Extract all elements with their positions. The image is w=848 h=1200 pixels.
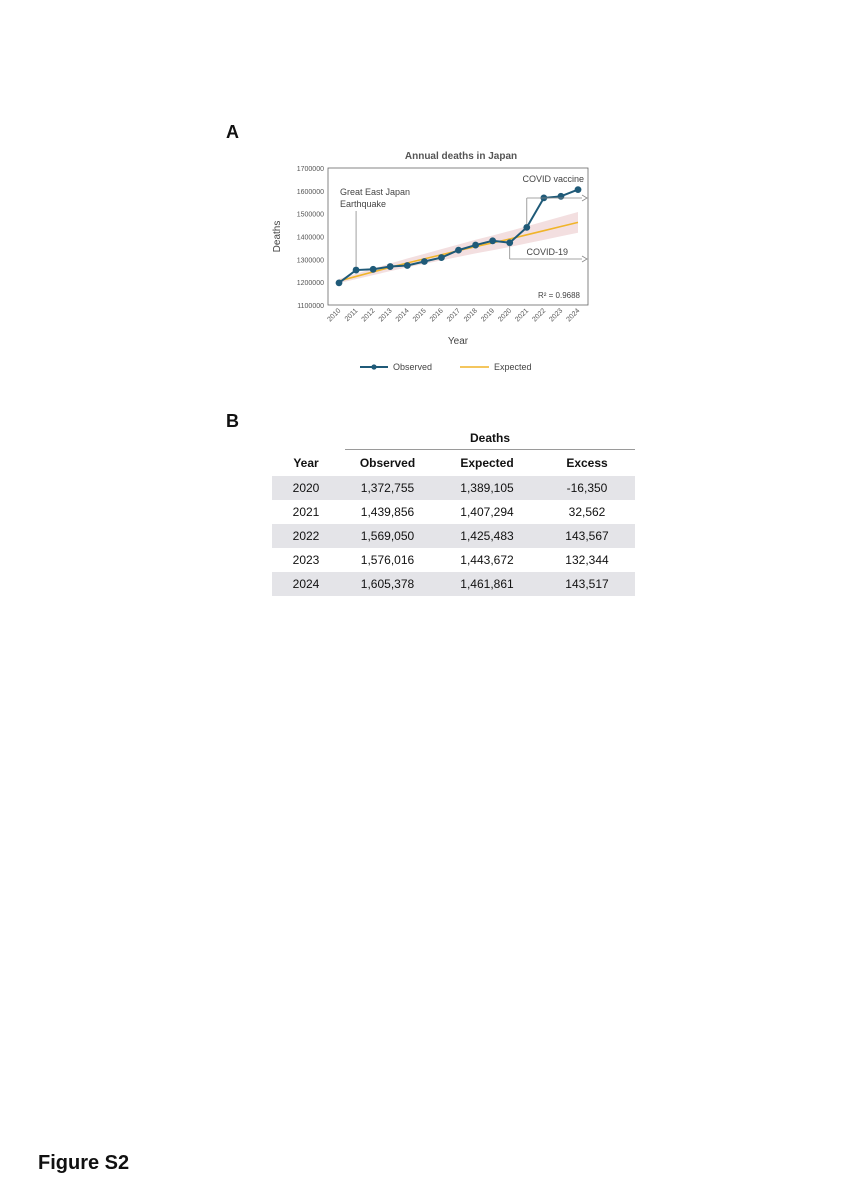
table-row xyxy=(272,572,635,596)
x-axis-label: Year xyxy=(447,336,469,347)
x-tick-label: 2020 xyxy=(497,307,514,324)
x-tick-label: 2016 xyxy=(428,307,445,324)
cell-year: 2024 xyxy=(292,577,320,591)
observed-point xyxy=(489,237,496,244)
table-row xyxy=(272,548,635,572)
cell-expected: 1,461,861 xyxy=(460,577,514,591)
cell-expected: 1,425,483 xyxy=(460,529,514,543)
x-tick-label: 2024 xyxy=(565,307,582,324)
cell-excess: 143,517 xyxy=(565,577,609,591)
observed-point xyxy=(506,239,513,246)
y-tick-label: 1300000 xyxy=(296,257,324,265)
cell-excess: 132,344 xyxy=(565,553,609,567)
y-tick-label: 1700000 xyxy=(296,166,324,173)
cell-excess: -16,350 xyxy=(566,481,608,495)
observed-point xyxy=(455,247,462,254)
x-tick-label: 2018 xyxy=(463,307,479,324)
covid19-annotation: COVID-19 xyxy=(526,247,568,257)
cell-excess: 32,562 xyxy=(568,505,606,519)
earthquake-annotation-line-1: Great East Japan xyxy=(340,187,411,197)
column-header-expected: Expected xyxy=(460,456,514,470)
annual-deaths-chart xyxy=(262,143,602,383)
observed-point xyxy=(472,242,479,249)
x-tick-label: 2023 xyxy=(548,307,565,324)
observed-point xyxy=(575,186,582,193)
observed-point xyxy=(404,262,411,269)
y-tick-label: 1100000 xyxy=(297,303,324,310)
covid19-arrow-head xyxy=(582,256,587,262)
deaths-table xyxy=(272,426,635,596)
y-tick-label: 1200000 xyxy=(296,280,324,288)
x-tick-label: 2010 xyxy=(326,307,343,324)
cell-observed: 1,605,378 xyxy=(360,577,415,591)
column-header-year: Year xyxy=(293,456,319,470)
cell-observed: 1,569,050 xyxy=(360,529,415,543)
cell-expected: 1,389,105 xyxy=(460,481,514,495)
table-row xyxy=(272,476,635,500)
x-tick-label: 2012 xyxy=(360,307,377,324)
y-tick-label: 1500000 xyxy=(296,211,324,219)
observed-point xyxy=(421,258,428,265)
column-header-excess: Excess xyxy=(566,456,608,470)
x-tick-label: 2019 xyxy=(480,307,497,324)
x-tick-label: 2013 xyxy=(377,307,394,324)
x-tick-label: 2011 xyxy=(343,307,360,324)
observed-point xyxy=(558,193,565,200)
group-header-rule xyxy=(345,449,635,450)
legend-expected-label: Expected xyxy=(494,362,532,372)
cell-year: 2020 xyxy=(292,481,320,495)
cell-excess: 143,567 xyxy=(565,529,609,543)
x-tick-label: 2014 xyxy=(394,307,411,324)
table-row xyxy=(272,524,635,548)
cell-year: 2022 xyxy=(292,529,320,543)
deaths-group-label: Deaths xyxy=(469,431,510,445)
column-header-observed: Observed xyxy=(359,456,416,470)
observed-point xyxy=(438,254,445,261)
panel-a-label: A xyxy=(226,122,239,142)
panel-b-label: B xyxy=(226,411,239,431)
y-tick-label: 1400000 xyxy=(296,234,324,242)
x-tick-label: 2022 xyxy=(531,307,548,324)
cell-year: 2023 xyxy=(292,553,320,567)
earthquake-annotation-line-2: Earthquake xyxy=(340,199,387,209)
observed-point xyxy=(523,224,530,231)
x-tick-label: 2017 xyxy=(445,307,462,324)
cell-observed: 1,439,856 xyxy=(360,505,415,519)
figure-caption: Figure S2 xyxy=(38,1152,130,1174)
covid-vaccine-annotation: COVID vaccine xyxy=(522,174,584,184)
table-row xyxy=(272,500,635,524)
chart-title: Annual deaths in Japan xyxy=(404,151,518,162)
x-tick-label: 2021 xyxy=(514,307,531,324)
vaccine-arrow-head xyxy=(582,195,587,201)
cell-expected: 1,443,672 xyxy=(460,553,514,567)
cell-observed: 1,576,016 xyxy=(360,553,415,567)
legend-observed-label: Observed xyxy=(393,362,433,372)
r-squared-annotation: R² = 0.9688 xyxy=(537,291,580,300)
table-group-header xyxy=(272,426,635,450)
cell-observed: 1,372,755 xyxy=(360,481,415,495)
y-axis-label: Deaths xyxy=(272,220,283,253)
table-header-row xyxy=(272,450,635,476)
legend-observed-marker xyxy=(371,364,376,369)
observed-point xyxy=(370,266,377,273)
cell-expected: 1,407,294 xyxy=(460,505,514,519)
observed-point xyxy=(336,279,343,286)
cell-year: 2021 xyxy=(292,505,320,519)
observed-point xyxy=(387,263,394,270)
x-tick-label: 2015 xyxy=(411,307,428,324)
y-tick-label: 1600000 xyxy=(296,188,324,196)
observed-point xyxy=(353,267,360,274)
